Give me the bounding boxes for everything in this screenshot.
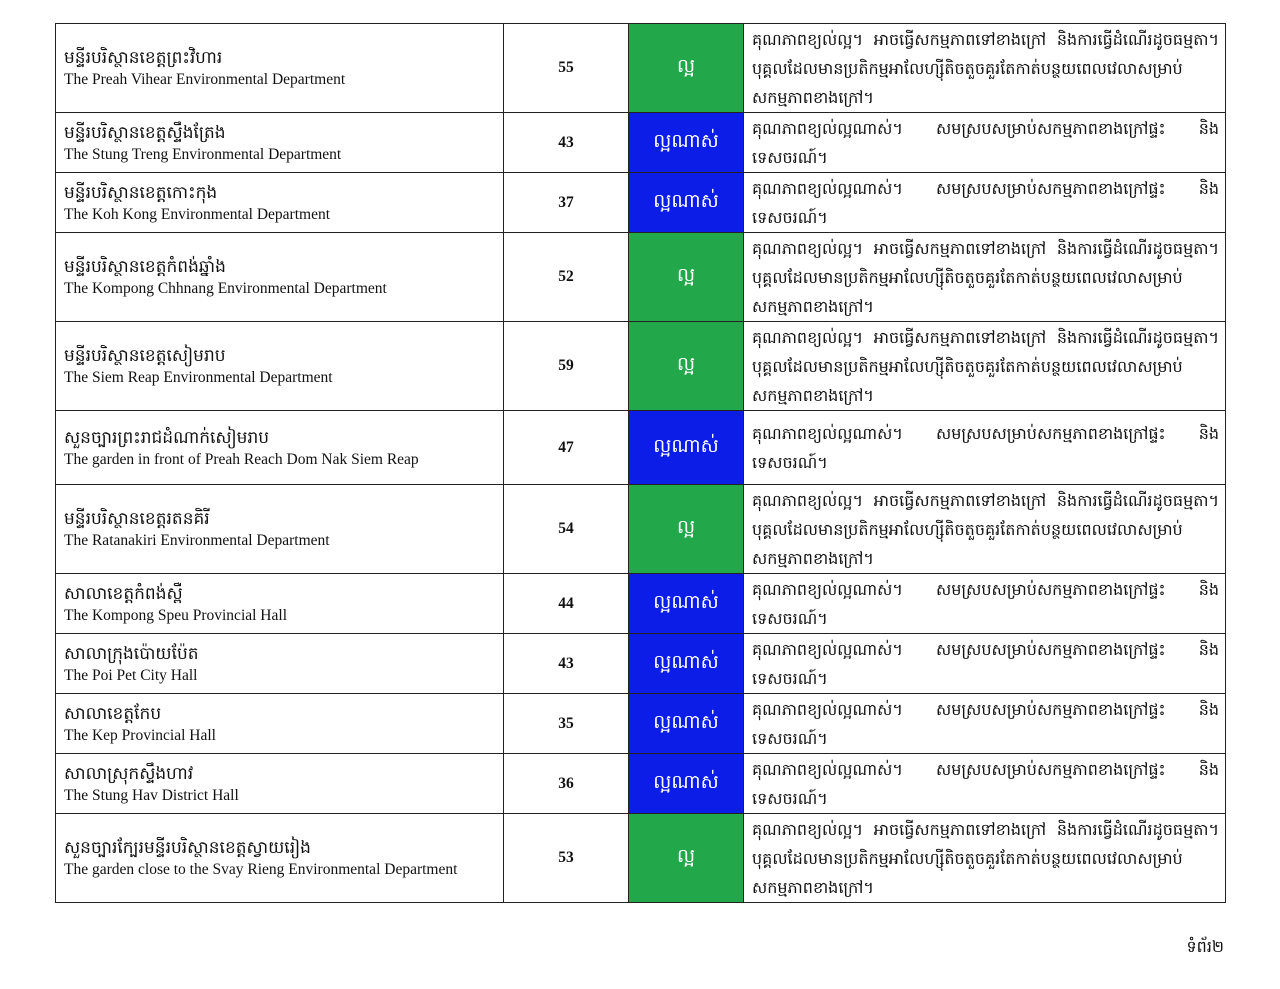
location-name-english: The garden in front of Preah Reach Dom Nak Siem Reap bbox=[64, 450, 419, 468]
location-name-english: The Preah Vihear Environmental Department bbox=[64, 71, 346, 88]
aqi-category-badge: ល្អ bbox=[629, 814, 744, 903]
location-name-khmer: សួនច្បារក្បែរមន្ទីរបរិស្ថានខេត្តស្វាយរៀង bbox=[64, 838, 311, 858]
location-cell bbox=[56, 754, 504, 814]
location-name-english: The Ratanakiri Environmental Department bbox=[64, 532, 330, 549]
aqi-value: 37 bbox=[504, 173, 629, 233]
location-name-khmer: សាលាខេត្តកែប bbox=[64, 703, 162, 724]
aqi-category-badge: ល្អ bbox=[629, 322, 744, 411]
aqi-value: 52 bbox=[504, 233, 629, 322]
location-name-khmer: សាលាស្រុកស្ទឹងហាវ bbox=[64, 763, 194, 784]
aqi-description: គុណភាពខ្យល់ល្អ។ អាចធ្វើសកម្មភាពទៅខាងក្រៅ និងការធ្វើដំណើរដូចធម្មតា។ បុគ្គលដែលមានប្រតិកម្មអាលែហ្ស៊ីតិចតួចគួរតែកាត់បន្ថយពេលវេលាសម្រាប់សកម្មភាពខាងក្រៅ។ bbox=[744, 814, 1226, 903]
location-name-english: The Kompong Speu Provincial Hall bbox=[64, 606, 287, 624]
aqi-description: គុណភាពខ្យល់ល្អណាស់។ សមស្របសម្រាប់សកម្មភាពខាងក្រៅផ្ទះ និងទេសចរណ៍។ bbox=[744, 113, 1226, 173]
aqi-category-badge: ល្អ bbox=[629, 24, 744, 113]
table-row bbox=[56, 694, 1226, 754]
aqi-value: 55 bbox=[504, 24, 629, 113]
table-row bbox=[56, 173, 1226, 233]
location-name-khmer: មន្ទីរបរិស្ថានខេត្តកំពង់ឆ្នាំង bbox=[64, 257, 226, 277]
table-row bbox=[56, 814, 1226, 903]
aqi-category-badge: ល្អណាស់ bbox=[629, 411, 744, 485]
table-row bbox=[56, 322, 1226, 411]
location-name-english: The Poi Pet City Hall bbox=[64, 666, 198, 684]
page-number: ទំព័រ២ bbox=[1186, 937, 1224, 956]
location-name-english: The garden close to the Svay Rieng Environmental Department bbox=[64, 861, 458, 878]
aqi-description: គុណភាពខ្យល់ល្អ។ អាចធ្វើសកម្មភាពទៅខាងក្រៅ និងការធ្វើដំណើរដូចធម្មតា។ បុគ្គលដែលមានប្រតិកម្មអាលែហ្ស៊ីតិចតួចគួរតែកាត់បន្ថយពេលវេលាសម្រាប់សកម្មភាពខាងក្រៅ។ bbox=[744, 322, 1226, 411]
table-row bbox=[56, 754, 1226, 814]
aqi-category-badge: ល្អណាស់ bbox=[629, 113, 744, 173]
location-name-khmer: មន្ទីរបរិស្ថានខេត្តសៀមរាប bbox=[64, 346, 226, 366]
aqi-category-badge: ល្អណាស់ bbox=[629, 574, 744, 634]
location-name-khmer: មន្ទីរបរិស្ថានខេត្តព្រះវិហារ bbox=[64, 48, 223, 68]
aqi-value: 54 bbox=[504, 485, 629, 574]
location-name-english: The Stung Treng Environmental Department bbox=[64, 145, 342, 163]
aqi-value: 35 bbox=[504, 694, 629, 754]
aqi-value: 36 bbox=[504, 754, 629, 814]
table-row bbox=[56, 574, 1226, 634]
table-row bbox=[56, 233, 1226, 322]
table-row bbox=[56, 634, 1226, 694]
location-cell bbox=[56, 233, 504, 322]
aqi-description: គុណភាពខ្យល់ល្អណាស់។ សមស្របសម្រាប់សកម្មភាពខាងក្រៅផ្ទះ និងទេសចរណ៍។ bbox=[744, 411, 1226, 485]
aqi-description: គុណភាពខ្យល់ល្អណាស់។ សមស្របសម្រាប់សកម្មភាពខាងក្រៅផ្ទះ និងទេសចរណ៍។ bbox=[744, 754, 1226, 814]
location-cell bbox=[56, 173, 504, 233]
aqi-category-badge: ល្អណាស់ bbox=[629, 694, 744, 754]
location-cell bbox=[56, 634, 504, 694]
location-name-english: The Koh Kong Environmental Department bbox=[64, 205, 331, 223]
location-cell bbox=[56, 322, 504, 411]
location-cell bbox=[56, 574, 504, 634]
aqi-description: គុណភាពខ្យល់ល្អណាស់។ សមស្របសម្រាប់សកម្មភាពខាងក្រៅផ្ទះ និងទេសចរណ៍។ bbox=[744, 574, 1226, 634]
location-cell bbox=[56, 485, 504, 574]
aqi-category-badge: ល្អ bbox=[629, 233, 744, 322]
aqi-description: គុណភាពខ្យល់ល្អ។ អាចធ្វើសកម្មភាពទៅខាងក្រៅ និងការធ្វើដំណើរដូចធម្មតា។ បុគ្គលដែលមានប្រតិកម្មអាលែហ្ស៊ីតិចតួចគួរតែកាត់បន្ថយពេលវេលាសម្រាប់សកម្មភាពខាងក្រៅ។ bbox=[744, 24, 1226, 113]
aqi-description: គុណភាពខ្យល់ល្អណាស់។ សមស្របសម្រាប់សកម្មភាពខាងក្រៅផ្ទះ និងទេសចរណ៍។ bbox=[744, 694, 1226, 754]
aqi-description: គុណភាពខ្យល់ល្អ។ អាចធ្វើសកម្មភាពទៅខាងក្រៅ និងការធ្វើដំណើរដូចធម្មតា។ បុគ្គលដែលមានប្រតិកម្មអាលែហ្ស៊ីតិចតួចគួរតែកាត់បន្ថយពេលវេលាសម្រាប់សកម្មភាពខាងក្រៅ។ bbox=[744, 233, 1226, 322]
aqi-value: 47 bbox=[504, 411, 629, 485]
location-cell bbox=[56, 694, 504, 754]
aqi-description: គុណភាពខ្យល់ល្អណាស់។ សមស្របសម្រាប់សកម្មភាពខាងក្រៅផ្ទះ និងទេសចរណ៍។ bbox=[744, 173, 1226, 233]
location-name-khmer: មន្ទីរបរិស្ថានខេត្តកោះកុង bbox=[64, 182, 218, 203]
air-quality-table-body bbox=[56, 24, 1226, 903]
location-name-english: The Kompong Chhnang Environmental Department bbox=[64, 280, 387, 297]
location-cell bbox=[56, 814, 504, 903]
aqi-value: 59 bbox=[504, 322, 629, 411]
location-name-english: The Kep Provincial Hall bbox=[64, 726, 216, 744]
aqi-category-badge: ល្អណាស់ bbox=[629, 754, 744, 814]
table-row bbox=[56, 24, 1226, 113]
air-quality-table bbox=[55, 23, 1226, 903]
aqi-value: 43 bbox=[504, 634, 629, 694]
location-name-khmer: សាលាក្រុងប៉ោយប៉ែត bbox=[64, 643, 199, 664]
table-row bbox=[56, 411, 1226, 485]
aqi-category-badge: ល្អណាស់ bbox=[629, 634, 744, 694]
aqi-value: 44 bbox=[504, 574, 629, 634]
table-row bbox=[56, 113, 1226, 173]
aqi-category-badge: ល្អណាស់ bbox=[629, 173, 744, 233]
location-name-english: The Siem Reap Environmental Department bbox=[64, 369, 333, 386]
location-name-khmer: សួនច្បារព្រះរាជដំណាក់សៀមរាប bbox=[64, 427, 270, 448]
location-name-khmer: មន្ទីរបរិស្ថានខេត្តស្ទឹងត្រែង bbox=[64, 122, 226, 143]
aqi-value: 43 bbox=[504, 113, 629, 173]
location-cell bbox=[56, 24, 504, 113]
location-name-english: The Stung Hav District Hall bbox=[64, 786, 239, 804]
aqi-value: 53 bbox=[504, 814, 629, 903]
aqi-description: គុណភាពខ្យល់ល្អណាស់។ សមស្របសម្រាប់សកម្មភាពខាងក្រៅផ្ទះ និងទេសចរណ៍។ bbox=[744, 634, 1226, 694]
aqi-description: គុណភាពខ្យល់ល្អ។ អាចធ្វើសកម្មភាពទៅខាងក្រៅ និងការធ្វើដំណើរដូចធម្មតា។ បុគ្គលដែលមានប្រតិកម្មអាលែហ្ស៊ីតិចតួចគួរតែកាត់បន្ថយពេលវេលាសម្រាប់សកម្មភាពខាងក្រៅ។ bbox=[744, 485, 1226, 574]
location-cell bbox=[56, 411, 504, 485]
location-cell bbox=[56, 113, 504, 173]
location-name-khmer: សាលាខេត្តកំពង់ស្ពឺ bbox=[64, 583, 183, 604]
table-row bbox=[56, 485, 1226, 574]
location-name-khmer: មន្ទីរបរិស្ថានខេត្តរតនគិរី bbox=[64, 509, 210, 529]
aqi-category-badge: ល្អ bbox=[629, 485, 744, 574]
